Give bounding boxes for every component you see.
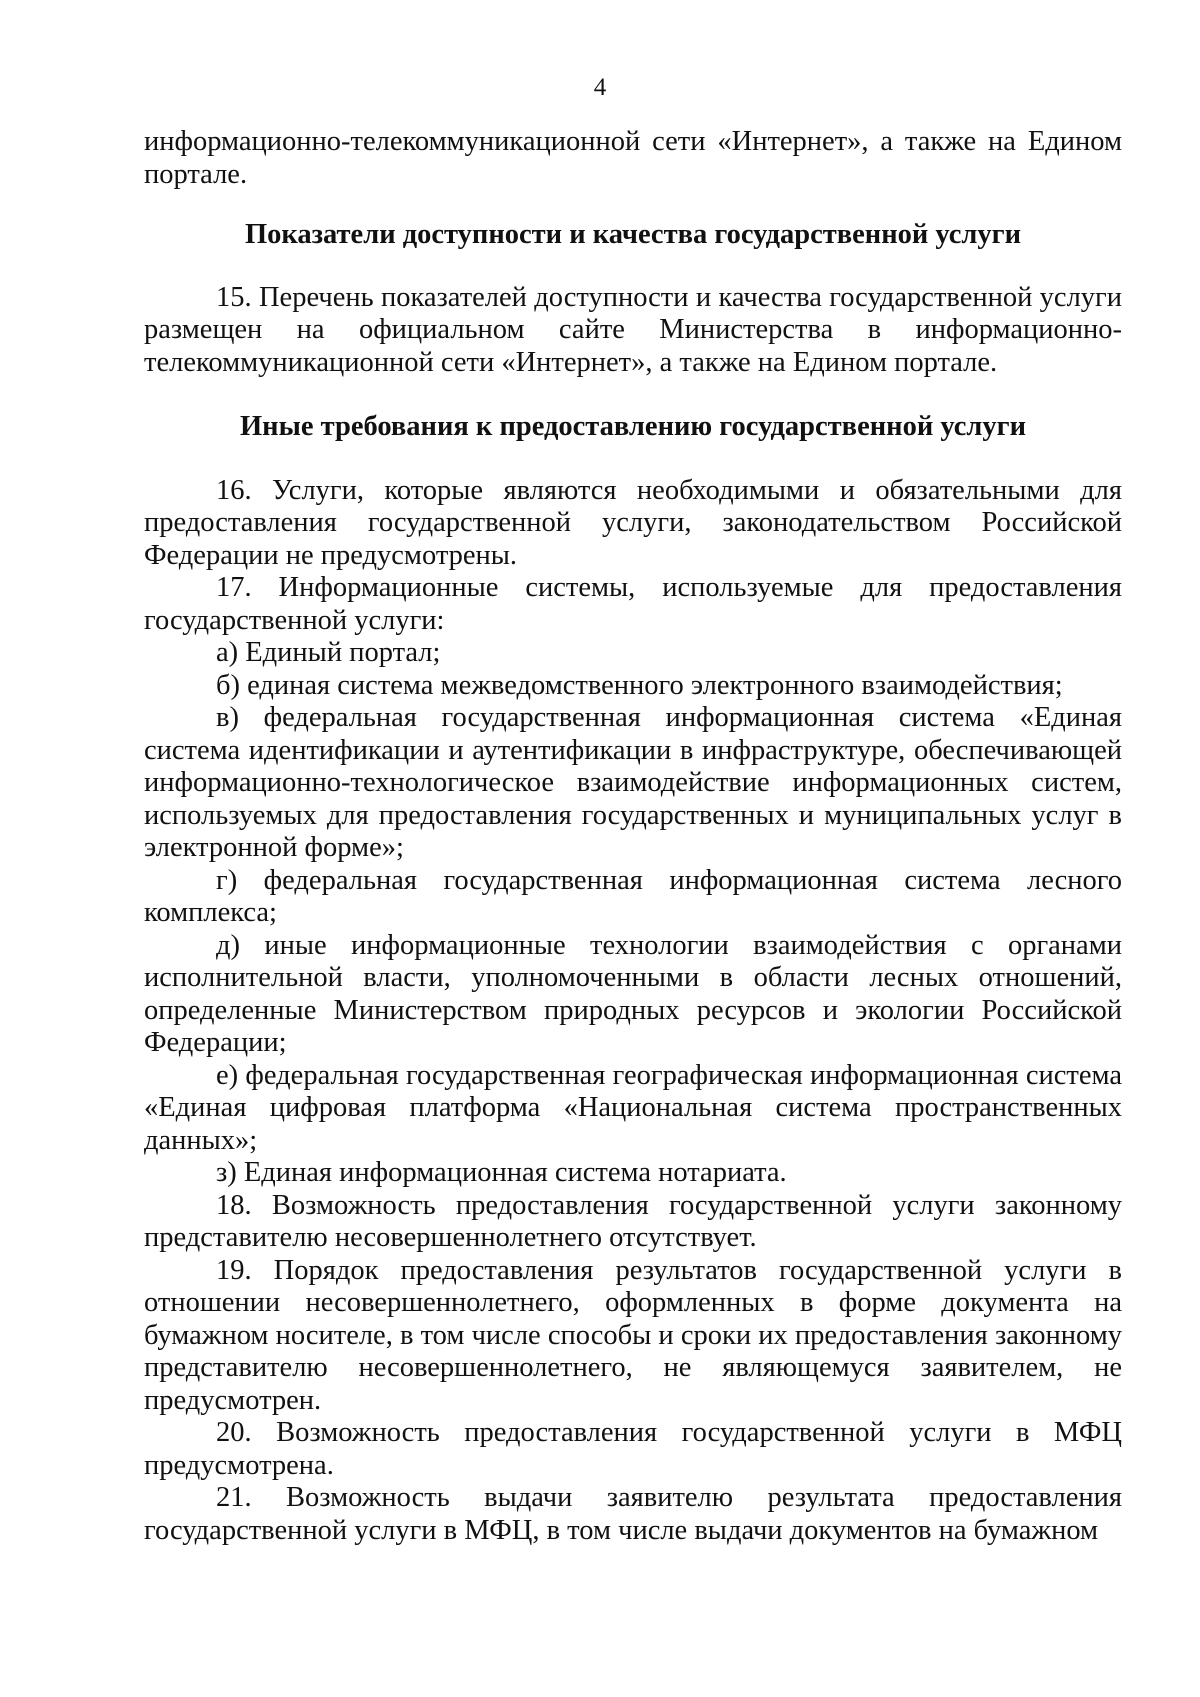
lead-paragraph: информационно-телекоммуникационной сети «Интернет», а также на Едином портале. [144,126,1122,190]
list-item-b: б) единая система межведомственного электронного взаимодействия; [216,669,1063,701]
list-item-z: з) Единая информационная система нотариата. [216,1157,787,1188]
paragraph-17: 17. Информационные системы, используемые для предоставления государственной услуги: [144,572,1122,636]
list-item-v: в) федеральная государственная информационная система «Единая система идентификации и аутентификации в инфраструктуре, обеспечивающей информационно-технологическое взаимодействие информационных систем, используемых для предоставления государственных и муниципальных услуг в электронной форме»; [144,702,1122,863]
paragraph-15: 15. Перечень показателей доступности и качества государственной услуги размещен на официальном сайте Министерства в информационно-телекоммуникационной сети «Интернет», а также на Едином портале. [144,281,1122,378]
paragraph-18: 18. Возможность предоставления государственной услуги законному представителю несовершеннолетнего отсутствует. [144,1189,1122,1253]
list-item-d: д) иные информационные технологии взаимодействия с органами исполнительной власти, уполномоченными в области лесных отношений, определенные Министерством природных ресурсов и экологии Российской Федерации; [144,929,1122,1058]
section-heading-availability: Показатели доступности и качества государственной услуги [244,219,1022,250]
list-item-a: а) Единый портал; [216,637,441,668]
list-item-e: е) федеральная государственная географическая информационная система «Единая цифровая платформа «Национальная система пространственных данных»; [144,1059,1122,1156]
paragraph-16: 16. Услуги, которые являются необходимыми и обязательными для предоставления государственной услуги, законодательством Российской Федерации не предусмотрены. [144,474,1122,571]
section-heading-other-requirements: Иные требования к предоставлению государственной услуги [240,411,1026,442]
document-body [144,126,1122,1547]
paragraph-19: 19. Порядок предоставления результатов государственной услуги в отношении несовершеннолетнего, оформленных в форме документа на бумажном носителе, в том числе способы и сроки их предоставления законному представителю несовершеннолетнего, не являющемуся заявителем, не предусмотрен. [144,1254,1122,1416]
page-number: 4 [593,74,607,101]
paragraph-21: 21. Возможность выдачи заявителю результата предоставления государственной услуги в МФЦ, в том числе выдачи документов на бумажном [144,1482,1122,1546]
list-item-g: г) федеральная государственная информационная система лесного комплекса; [144,864,1122,928]
paragraph-20: 20. Возможность предоставления государственной услуги в МФЦ предусмотрена. [144,1417,1122,1481]
